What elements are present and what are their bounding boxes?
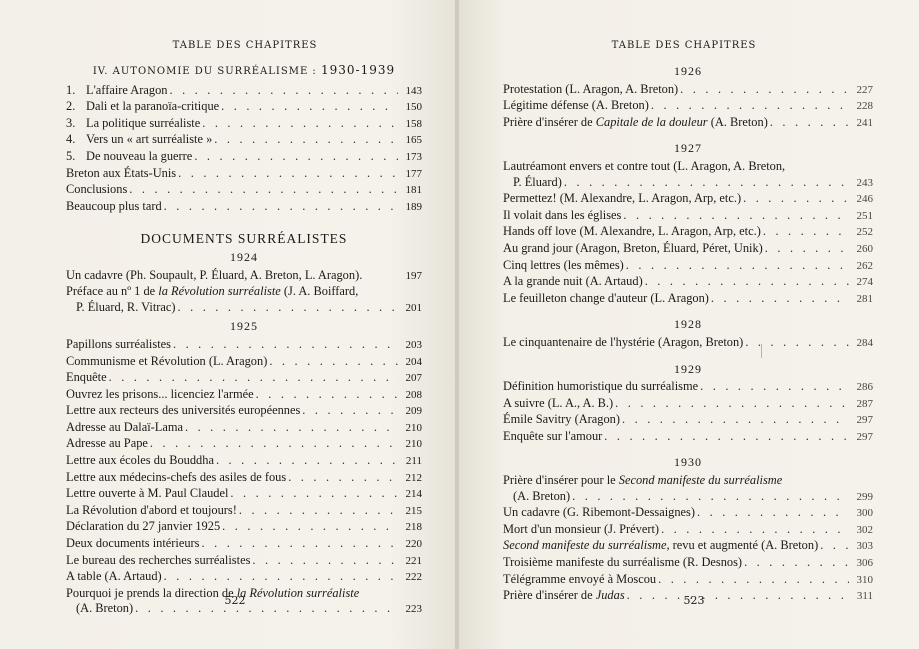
entry-title-italic: Second manifeste du surréalisme: [618, 473, 783, 488]
entry-title: Conclusions: [66, 182, 128, 197]
entry-title: Deux documents intérieurs: [66, 536, 200, 551]
entry-title: [503, 538, 818, 554]
entry-title: [503, 473, 873, 489]
page-number: 284: [856, 336, 873, 349]
toc-entry[interactable]: [66, 182, 422, 199]
leader-dots: [164, 199, 398, 215]
entry-title: Vers un « art surréaliste »: [86, 132, 213, 147]
leader-dots: [623, 208, 849, 224]
leader-dots: [222, 519, 398, 535]
part-years: 1930-1939: [320, 63, 396, 77]
page-number: 208: [405, 388, 422, 401]
entry-title: Il volait dans les églises: [503, 207, 622, 222]
leader-dots: [743, 191, 849, 207]
page-number: 228: [856, 100, 873, 113]
entry-title: A la grande nuit (A. Artaud): [503, 274, 643, 289]
toc-entry[interactable]: [503, 335, 873, 352]
toc-entry[interactable]: [66, 403, 422, 420]
page-number: 299: [856, 490, 873, 503]
right-page: [459, 0, 919, 649]
leader-dots: [658, 572, 849, 588]
year-heading: 1930: [674, 455, 702, 470]
page-folio: 522: [224, 594, 246, 607]
entry-title: Mort d'un monsieur (J. Prévert): [503, 521, 660, 536]
leader-dots: [173, 337, 398, 353]
toc-entry[interactable]: [66, 166, 422, 183]
page-number: 210: [405, 421, 422, 434]
page-number: 214: [405, 488, 422, 501]
entry-title: P. Éluard, R. Vitrac): [76, 299, 176, 314]
page-number: 143: [405, 84, 422, 97]
entry-title: Définition humoristique du surréalisme: [503, 379, 699, 394]
toc-right: [503, 61, 873, 605]
leader-dots: [169, 83, 398, 99]
toc-entry[interactable]: [503, 115, 873, 132]
year-heading: 1928: [674, 317, 702, 332]
entry-title-part: , revu et augmenté (A. Breton): [666, 538, 819, 553]
toc-entry[interactable]: [503, 379, 873, 396]
entry-title-italic: Capitale de la douleur: [595, 114, 708, 129]
page-number: 177: [405, 167, 422, 180]
toc-entry[interactable]: [503, 159, 873, 175]
toc-entry[interactable]: [503, 572, 873, 589]
page-number: 150: [405, 101, 422, 114]
page-number: 204: [405, 355, 422, 368]
page-number: 223: [405, 603, 422, 616]
page-number: 246: [856, 193, 873, 206]
page-number: 302: [856, 523, 873, 536]
page-number: 297: [856, 414, 873, 427]
entry-title: Lettre aux médecins-chefs des asiles de fous: [66, 469, 287, 484]
toc-entry[interactable]: [503, 412, 873, 429]
toc-entry[interactable]: [503, 208, 873, 225]
entry-title: [503, 588, 625, 604]
entry-title: P. Éluard): [513, 174, 562, 189]
leader-dots: [564, 175, 849, 191]
entry-title: (A. Breton): [76, 601, 134, 616]
toc-entry[interactable]: [66, 83, 422, 100]
entry-title: Lettre aux recteurs des universités européennes: [66, 403, 301, 418]
year-heading: 1926: [674, 64, 702, 78]
page-number: 221: [405, 554, 422, 567]
toc-entry[interactable]: [503, 258, 873, 275]
entry-title: Enquête: [66, 370, 107, 385]
page-number: 306: [856, 557, 873, 570]
page-number: 201: [405, 301, 422, 314]
leader-dots: [185, 420, 398, 436]
leader-dots: [269, 354, 398, 370]
entry-title-part: Prière d'insérer de: [503, 588, 593, 603]
entry-title: Le feuilleton change d'auteur (L. Aragon): [503, 290, 709, 305]
leader-dots: [150, 436, 398, 452]
leader-dots: [680, 82, 849, 98]
toc-entry[interactable]: [503, 291, 873, 308]
entry-title: Enquête sur l'amour: [503, 428, 603, 443]
toc-entry[interactable]: [66, 453, 422, 470]
entry-title-italic: la Révolution surréaliste: [236, 585, 360, 600]
entry-title: Déclaration du 27 janvier 1925: [66, 519, 221, 534]
year-heading: 1927: [674, 141, 702, 156]
page-number: 207: [405, 372, 422, 385]
toc-entry[interactable]: [66, 536, 422, 553]
leader-dots: [697, 505, 849, 521]
page-number: 203: [405, 338, 422, 351]
leader-dots: [645, 274, 849, 290]
entry-title: Lautréamont envers et contre tout (L. Aragon, A. Breton,: [503, 158, 786, 173]
toc-entry[interactable]: [66, 284, 422, 300]
toc-entry[interactable]: [66, 387, 422, 404]
entry-title: Papillons surréalistes: [66, 336, 171, 351]
page-number: 251: [856, 209, 873, 222]
page-number: 212: [405, 471, 422, 484]
year-heading: 1929: [674, 361, 702, 376]
chapter-number: 4.: [66, 132, 76, 147]
toc-entry-continuation[interactable]: [503, 175, 873, 192]
page-number: 165: [405, 134, 422, 147]
page-number: 215: [405, 504, 422, 517]
toc-entry[interactable]: [66, 370, 422, 387]
toc-left: [66, 63, 422, 618]
entry-title-italic: Judas: [595, 588, 625, 603]
toc-entry[interactable]: [66, 337, 422, 354]
leader-dots: [252, 553, 398, 569]
leader-dots: [661, 522, 849, 538]
page-number: 281: [856, 292, 873, 305]
entry-title: Beaucoup plus tard: [66, 198, 162, 213]
toc-entry[interactable]: [503, 98, 873, 115]
entry-title: Troisième manifeste du surréalisme (R. Desnos): [503, 555, 743, 570]
entry-title-italic: la Révolution surréaliste: [158, 284, 281, 299]
entry-title: Un cadavre (Ph. Soupault, P. Éluard, A. Breton, L. Aragon).: [66, 267, 363, 282]
entry-title: Permettez! (M. Alexandre, L. Aragon, Arp, etc.): [503, 191, 742, 206]
page-number: 218: [405, 521, 422, 534]
toc-entry[interactable]: [66, 470, 422, 487]
entry-title: La Révolution d'abord et toujours!: [66, 502, 237, 517]
entry-title: [503, 115, 768, 131]
toc-entry[interactable]: [503, 191, 873, 208]
leader-dots: [202, 116, 398, 132]
entry-title: L'affaire Aragon: [86, 82, 168, 97]
leader-dots: [178, 166, 398, 182]
left-page: [0, 0, 457, 649]
running-head: TABLE DES CHAPITRES: [611, 40, 757, 51]
page-number: 303: [856, 540, 873, 553]
chapter-list: [66, 83, 422, 216]
leader-dots: [626, 258, 849, 274]
toc-entry[interactable]: [66, 149, 422, 166]
toc-entry-continuation[interactable]: [66, 300, 422, 317]
entry-title: Protestation (L. Aragon, A. Breton): [503, 81, 679, 96]
page-number: 287: [856, 397, 873, 410]
toc-entry[interactable]: [66, 354, 422, 371]
leader-dots: [763, 224, 849, 240]
leader-dots: [700, 379, 849, 395]
page-number: 220: [405, 538, 422, 551]
entry-title: Adresse au Pape: [66, 436, 148, 451]
leader-dots: [221, 99, 398, 115]
entry-title: Breton aux États-Unis: [66, 165, 177, 180]
page-number: 310: [856, 573, 873, 586]
page-number: 197: [405, 269, 422, 282]
leader-dots: [178, 300, 398, 316]
toc-entry[interactable]: [66, 436, 422, 453]
part-title-text: IV. AUTONOMIE DU SURRÉALISME :: [92, 66, 317, 77]
toc-entry[interactable]: [503, 429, 873, 446]
leader-dots: [770, 115, 849, 131]
leader-dots: [202, 536, 398, 552]
year-heading: 1925: [230, 319, 258, 334]
page-number: 227: [856, 83, 873, 96]
toc-entry[interactable]: [66, 116, 422, 133]
entry-title: A table (A. Artaud): [66, 569, 162, 584]
page-number: 241: [856, 116, 873, 129]
toc-entry[interactable]: [503, 224, 873, 241]
toc-entry[interactable]: [66, 503, 422, 520]
toc-entry[interactable]: [66, 553, 422, 570]
toc-entry[interactable]: [66, 420, 422, 437]
leader-dots: [214, 132, 398, 148]
entry-title: Cinq lettres (les mêmes): [503, 257, 624, 272]
page-number: 262: [856, 259, 873, 272]
page-number: 252: [856, 226, 873, 239]
entry-title-part: (J. A. Boiffard,: [283, 284, 359, 299]
chapter-number: 2.: [66, 99, 76, 114]
leader-dots: [572, 489, 849, 505]
entry-title-part: Prière d'insérer pour le: [503, 473, 616, 488]
entry-title: De nouveau la guerre: [86, 148, 193, 163]
page-number: 311: [856, 590, 873, 603]
leader-dots: [109, 370, 398, 386]
leader-dots: [651, 98, 849, 114]
leader-dots: [711, 291, 849, 307]
entry-title: Lettre aux écoles du Bouddha: [66, 453, 214, 468]
leader-dots: [164, 569, 398, 585]
page-number: 173: [405, 150, 422, 163]
page-number: 274: [856, 276, 873, 289]
entry-title-part: (A. Breton): [710, 114, 768, 129]
chapter-number: 3.: [66, 115, 76, 130]
page-number: 300: [856, 507, 873, 520]
page-number: 211: [405, 455, 422, 468]
entry-title: A suivre (L. A., A. B.): [503, 395, 614, 410]
leader-dots: [604, 429, 849, 445]
page-number: 297: [856, 430, 873, 443]
running-head: TABLE DES CHAPITRES: [172, 40, 318, 51]
leader-dots: [627, 588, 849, 604]
leader-dots: [230, 486, 398, 502]
leader-dots: [622, 412, 849, 428]
toc-entry[interactable]: [503, 555, 873, 572]
entry-title: Ouvrez les prisons... licenciez l'armée: [66, 386, 254, 401]
leader-dots: [216, 453, 398, 469]
toc-entry[interactable]: [66, 519, 422, 536]
pencil-mark: [761, 344, 762, 358]
docs-1925-list: [66, 337, 422, 618]
entry-title-italic: Second manifeste du surréalisme: [503, 538, 667, 553]
page-number: 181: [405, 184, 422, 197]
page-number: 209: [405, 405, 422, 418]
toc-entry[interactable]: [503, 396, 873, 413]
page-number: 158: [405, 117, 422, 130]
entry-title: Un cadavre (G. Ribemont-Dessaignes): [503, 505, 695, 520]
toc-entry[interactable]: [503, 538, 873, 555]
leader-dots: [288, 470, 398, 486]
page-number: 189: [405, 200, 422, 213]
leader-dots: [135, 601, 398, 617]
toc-entry[interactable]: [503, 274, 873, 291]
chapter-number: 5.: [66, 148, 76, 163]
toc-entry[interactable]: [503, 82, 873, 99]
leader-dots: [129, 182, 398, 198]
leader-dots: [302, 403, 398, 419]
entry-title: Adresse au Dalaï-Lama: [66, 419, 183, 434]
toc-entry[interactable]: [503, 522, 873, 539]
chapter-number: 1.: [66, 82, 76, 97]
page-number: 260: [856, 242, 873, 255]
toc-entry[interactable]: [66, 199, 422, 216]
entry-title: Télégramme envoyé à Moscou: [503, 571, 657, 586]
entry-title: Le bureau des recherches surréalistes: [66, 552, 251, 567]
entry-title: (A. Breton): [513, 488, 571, 503]
leader-dots: [194, 149, 398, 165]
page-folio: 523: [683, 594, 705, 607]
toc-entry[interactable]: [66, 132, 422, 149]
entry-title-part: Pourquoi je prends la direction de: [66, 585, 234, 600]
entry-title: La politique surréaliste: [86, 115, 201, 130]
entry-title: Légitime défense (A. Breton): [503, 98, 649, 113]
entry-title: Le cinquantenaire de l'hystérie (Aragon, Breton): [503, 334, 744, 349]
toc-entry[interactable]: [66, 99, 422, 116]
entry-title: Au grand jour (Aragon, Breton, Éluard, Péret, Unik): [503, 240, 763, 255]
toc-entry[interactable]: [503, 241, 873, 258]
leader-dots: [256, 387, 398, 403]
leader-dots: [615, 396, 849, 412]
toc-entry[interactable]: [503, 473, 873, 489]
toc-entry[interactable]: [66, 268, 422, 285]
toc-entry[interactable]: [66, 486, 422, 503]
page-number: 222: [405, 571, 422, 584]
part-title: [66, 63, 422, 80]
leader-dots: [765, 241, 849, 257]
entry-title-part: Prière d'insérer de: [503, 114, 593, 129]
toc-entry-continuation[interactable]: [503, 489, 873, 506]
year-heading: 1924: [230, 249, 258, 264]
toc-entry[interactable]: [66, 569, 422, 586]
page-number: 210: [405, 438, 422, 451]
entry-title: Dali et la paranoïa-critique: [86, 99, 220, 114]
entry-title: [66, 284, 422, 300]
entry-title: Communisme et Révolution (L. Aragon): [66, 353, 268, 368]
leader-dots: [744, 555, 849, 571]
page-number: 286: [856, 381, 873, 394]
entry-title: Hands off love (M. Alexandre, L. Aragon, Arp, etc.): [503, 224, 761, 239]
toc-entry[interactable]: [503, 505, 873, 522]
leader-dots: [820, 538, 849, 554]
entry-title-part: Préface au nº 1 de: [66, 284, 156, 299]
section-title: DOCUMENTS SURRÉALISTES: [140, 231, 348, 247]
page-number: 243: [856, 176, 873, 189]
leader-dots: [239, 503, 398, 519]
entry-title: Lettre ouverte à M. Paul Claudel: [66, 486, 229, 501]
entry-title: Émile Savitry (Aragon): [503, 412, 620, 427]
